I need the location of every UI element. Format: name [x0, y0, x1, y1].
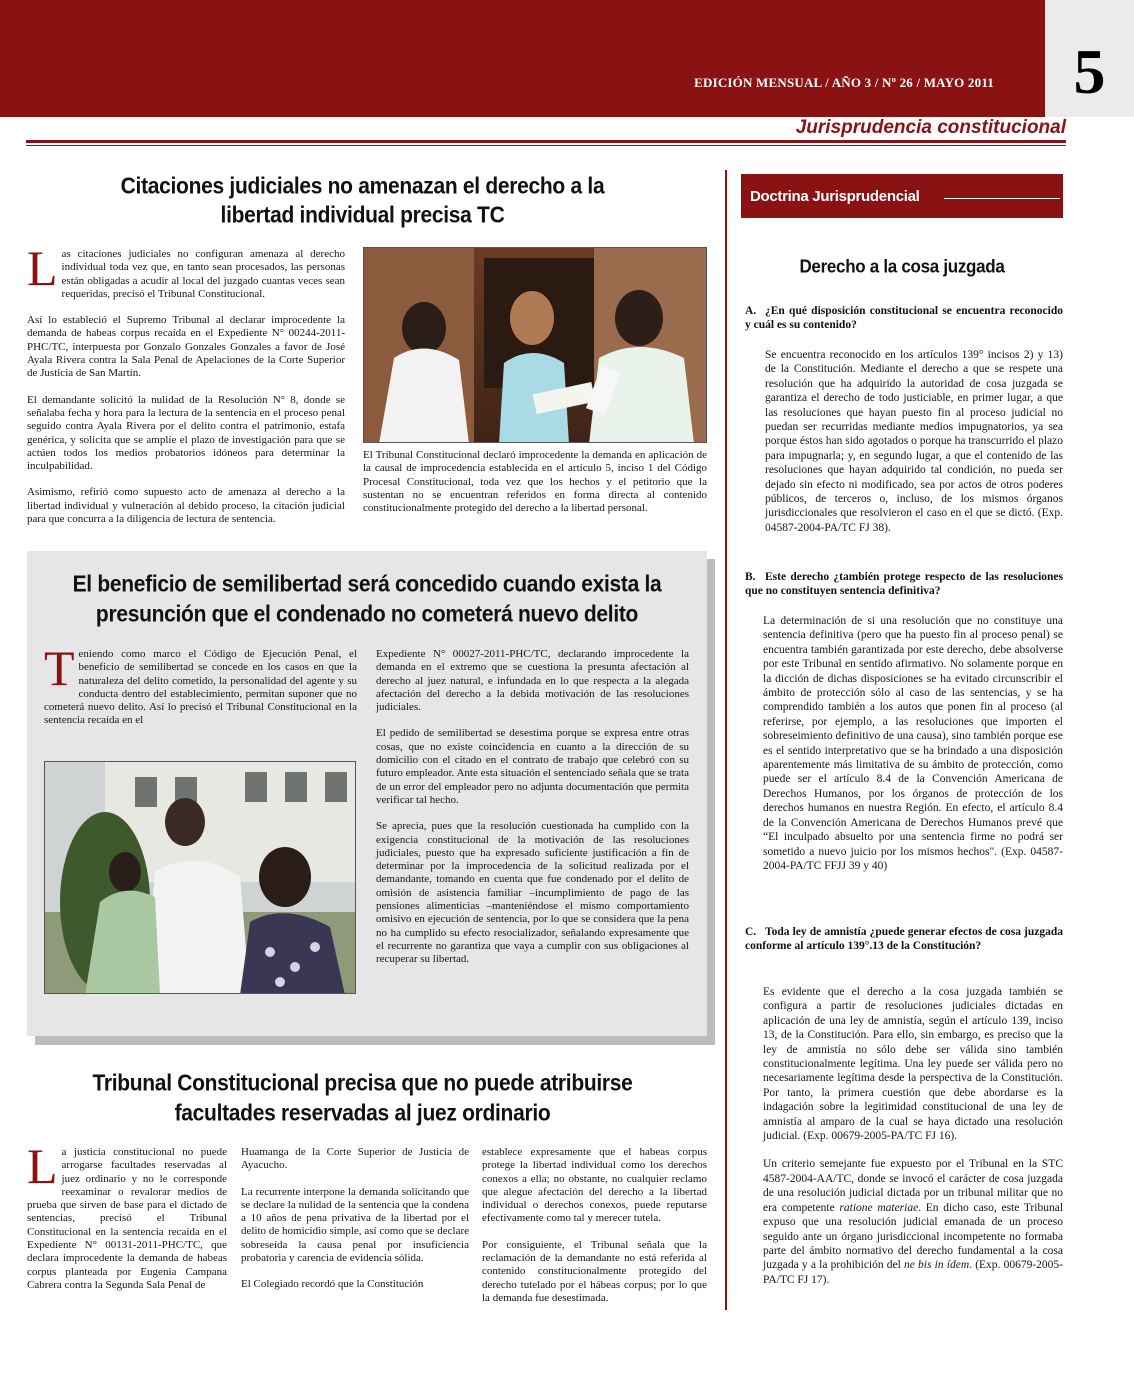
question-b: B. Este derecho ¿también protege respecto de las resoluciones que no constituyen sentencia definitiva?: [745, 571, 1063, 597]
answer-a: Se encuentra reconocido en los artículos 139° incisos 2) y 13) de la Constitución. Mediante el derecho a que se respete una resolución que ha adquirido la autoridad de cosa juzgada se garantiza el derecho de todo justiciable, en primer lugar, a que las resoluciones que hayan puesto fin al proceso judicial no puedan ser recurridas mediante medios impugnatorios, ya sea porque éstos han sido agotados o porque ha transcurrido el plazo para impugnarla; y, en segundo lugar, a que el contenido de las resoluciones que hayan adquirido tal condición, no pueda ser dejado sin efecto ni modificado, sea por actos de otros poderes públicos, de terceros o, incluso, de los mismos órganos jurisdiccionales que resolvieron el caso en el que se dictó. (Exp. 04587-2004-PA/TC FJ 38).: [765, 349, 1063, 534]
article2-headline: El beneficio de semilibertad será concedido cuando exista la presunción que el condenado no cometerá nuevo delito: [72, 571, 662, 627]
doctrina-label-box: [741, 174, 1063, 218]
section-title: Jurisprudencia constitucional: [795, 117, 1066, 138]
answer-c: Es evidente que el derecho a la cosa juzgada también se configura a partir de resoluciones judiciales dictadas en aplicación de una ley de amnistía, según el artículo 139, inciso 13, de la Constitución. Para ello, sin embargo, es preciso que la ley de amnistía no sólo debe ser válida sino también constitucionalmente legítima. Una ley puede ser válida pero no necesariamente legítima desde la perspectiva de la Constitución. Por tanto, la primera cuestión que debe abordarse es la indagación sobre la legitimidad constitucional de una ley de amnistía al amparo de la cual se haya dictado una resolución judicial. (Exp. 00679-2005-PA/TC FJ 16). Un criterio semejante fue expuesto por el Tribunal en la STC 4587-2004-AA/TC, donde se invocó el carácter de cosa juzgada de una resolución judicial dictada por un tribunal militar que no era competente ratione materiae. En dicho caso, este Tribunal expuso que una resolución judicial emanada de un proceso seguido ante un órgano jurisdiccional incompetente no formaba parte del ámbito normativo del derecho fundamental a la cosa juzgada y a la prohibición del ne bis in ídem. (Exp. 00679-2005-PA/TC FJ 17).: [763, 986, 1064, 1286]
article3-col3: establece expresamente que el habeas corpus protege la libertad individual como los derechos conexos a ella; no obstante, no cualquier reclamo que alegue afectación del derecho a la libertad individual o derechos conexos, puede reputarse efectivamente como tal y merecer tutela. Por consiguiente, el Tribunal señala que la reclamación de la demandante no está referida al contenido constitucionalmente protegido del derecho tutelado por el hábeas corpus; por lo que la demanda fue desestimada.: [482, 1146, 707, 1304]
answer-b: La determinación de si una resolución que no constituye una sentencia definitiva (pero que ha puesto fin al proceso penal) se encuentra también garantizada por este derecho, debe absolverse por este Tribunal en sentido afirmativo. No solamente porque en la dicción de dichas disposiciones se ha evitado circunscribir el ámbito de protección sólo al caso de las sentencias, y se ha comprendido también a los autos que ponen fin al proceso (al referirse, por ejemplo, a las resoluciones que importen el sobreseimiento definitivo de una causa), sino también porque ese es el sentido interpretativo que se ha brindado a una disposición aparentemente más limitativa de su ámbito de protección, como puede ser el artículo 8.4 de la Convención Americana de Derechos Humanos, por los órganos de protección de los derechos humanos en nuestra Región. En efecto, el artículo 8.4 de la Convención Americana de Derechos Humanos prevé que “El inculpado absuelto por una sentencia firme no podrá ser sometido a nuevo juicio por los mismos hechos". (Exp. 04587-2004-PA/TC FFJJ 39 y 40): [763, 615, 1063, 872]
page-number: 5: [1045, 0, 1134, 117]
question-a: A. ¿En qué disposición constitucional se encuentra reconocido y cuál es su contenido?: [745, 305, 1063, 331]
header-band: [0, 0, 1045, 117]
article1-caption: El Tribunal Constitucional declaró improcedente la demanda en aplicación de la causal de improcedencia establecida en el artículo 5, inciso 1 del Código Procesal Constitucional, toda vez que los hechos y el petitorio que la sustentan no se encuentran referidos en forma directa al contenido constitucionalmente protegido del derecho a la libertad personal.: [363, 449, 707, 515]
question-letter: C.: [745, 926, 757, 938]
column-divider: [725, 170, 727, 1310]
dropcap: T: [44, 640, 75, 696]
photo-family-embrace: [45, 762, 356, 994]
article1-photo: [363, 247, 707, 443]
article1-body: Las citaciones judiciales no configuran amenaza al derecho individual toda vez que, en tanto sean procesados, las personas están obligadas a acudir al local del juzgado cuantas veces sean requeridas, precisó el Tribunal Constitucional. Así lo estableció el Supremo Tribunal al declarar improcedente la demanda de habeas corpus recaída en el Expediente N° 00244-2011-PHC/TC, interpuesta por Gonzalo Gonzales Gonzales a favor de José Ayala Rivera contra la Sala Penal de Apelaciones de la Corte Superior de Justicia de San Martín. El demandante solicitó la nulidad de la Resolución N° 8, donde se señalaba fecha y hora para la lectura de la sentencia en el proceso penal seguido contra Ayala Rivera por el delito contra el patrimonio, estafa genérica, y solicita que se amplíe el plazo de investigación para que se actúen todos los medios probatorios idóneos para determinar la inculpabilidad. Asimismo, refirió como supuesto acto de amenaza al derecho a la libertad individual y vulneración al debido proceso, la citación judicial para que concurra a la diligencia de lectura de sentencia.: [27, 240, 345, 526]
sidebar-title: Derecho a la cosa juzgada: [799, 256, 1005, 277]
italic-term: ratione materiae: [839, 1201, 919, 1214]
header-rule-thin: [26, 145, 1066, 146]
article2-col2: Expediente N° 00027-2011-PHC/TC, declarando improcedente la demanda en el extremo que se cuestiona la presunta afectación al derecho al juez natural, e infundada en lo que respecta a la alegada afectación del derecho a la debida motivación de las resoluciones judiciales. El pedido de semilibertad se desestima porque se expresa entre otras cosas, que no existe coincidencia en cuanto a la dirección de su domicilio con el citado en el contrato de trabajo que celebró con su futuro empleador. Ante esta situación el sentenciado señala que se trata de un error del empleador pero no adjunta documentación que permita verificar tal hecho. Se aprecia, pues que la resolución cuestionada ha cumplido con la exigencia constitucional de la motivación de las resoluciones judiciales, puesto que ha expresado suficiente justificación a fin de determinar por la improcedencia de la solicitud realizada por el demandante, tomando en cuenta que fue condenado por el delito de omisión de asistencia familiar –incumplimiento de pago de las pensiones alimenticias –manteniéndose el mismo comportamiento omisivo en ejecución de sentencia, por lo que se considera que la pena no ha cumplido su efecto resocializador, señalando expresamente que el recurrente no garantiza que vaya a cumplir con sus obligaciones al recuperar su libertad.: [376, 648, 689, 966]
doctrina-label: Doctrina Jurisprudencial: [750, 188, 920, 205]
article3-col2: Huamanga de la Corte Superior de Justicia de Ayacucho. La recurrente interpone la demanda solicitando que se declare la nulidad de la sentencia que la condena a 10 años de pena privativa de la libertad por el delito de homicidio simple, así como que se declare sobreseída la causa penal por insuficiencia probatoria y carencia de evidencia sólida. El Colegiado recordó que la Constitución: [241, 1146, 469, 1291]
question-letter: A.: [745, 305, 757, 317]
article2-col1: Teniendo como marco el Código de Ejecución Penal, el beneficio de semilibertad se concede en los casos en que la naturaleza del delito cometido, la personalidad del agente y su conducta dentro del establecimiento, permitan suponer que no cometerá nuevo delito. Así lo precisó el Tribunal Constitucional en la sentencia recaída en el: [44, 640, 357, 727]
edition-info: EDICIÓN MENSUAL / AÑO 3 / Nº 26 / MAYO 2011: [694, 75, 994, 90]
question-c: C. Toda ley de amnistía ¿puede generar efectos de cosa juzgada conforme al artículo 139°.13 de la Constitución?: [745, 926, 1063, 952]
article3-headline: Tribunal Constitucional precisa que no puede atribuirse facultades reservadas al juez ordinario: [92, 1070, 633, 1126]
photo-women-documents: [364, 248, 707, 443]
italic-term: ne bis in ídem: [904, 1259, 970, 1272]
article2-photo: [44, 761, 356, 994]
article1-headline: Citaciones judiciales no amenazan el derecho a la libertad individual precisa TC: [120, 174, 605, 228]
dropcap: L: [27, 1138, 58, 1194]
doctrina-rule: [944, 198, 1060, 199]
article3-col1: La justicia constitucional no puede arrogarse facultades reservadas al juez ordinario y no le corresponde reexaminar o revalorar medios de prueba que sirven de base para el dictado de sentencias, precisó el Tribunal Constitucional en la sentencia recaída en el Expediente N° 00131-2011-PHC/TC, que declara improcedente la demanda de habeas corpus planteada por Eugenia Campana Cabrera contra la Segunda Sala Penal de: [27, 1138, 227, 1291]
question-letter: B.: [745, 571, 756, 583]
header-rule: [26, 140, 1066, 143]
dropcap: L: [27, 240, 58, 296]
